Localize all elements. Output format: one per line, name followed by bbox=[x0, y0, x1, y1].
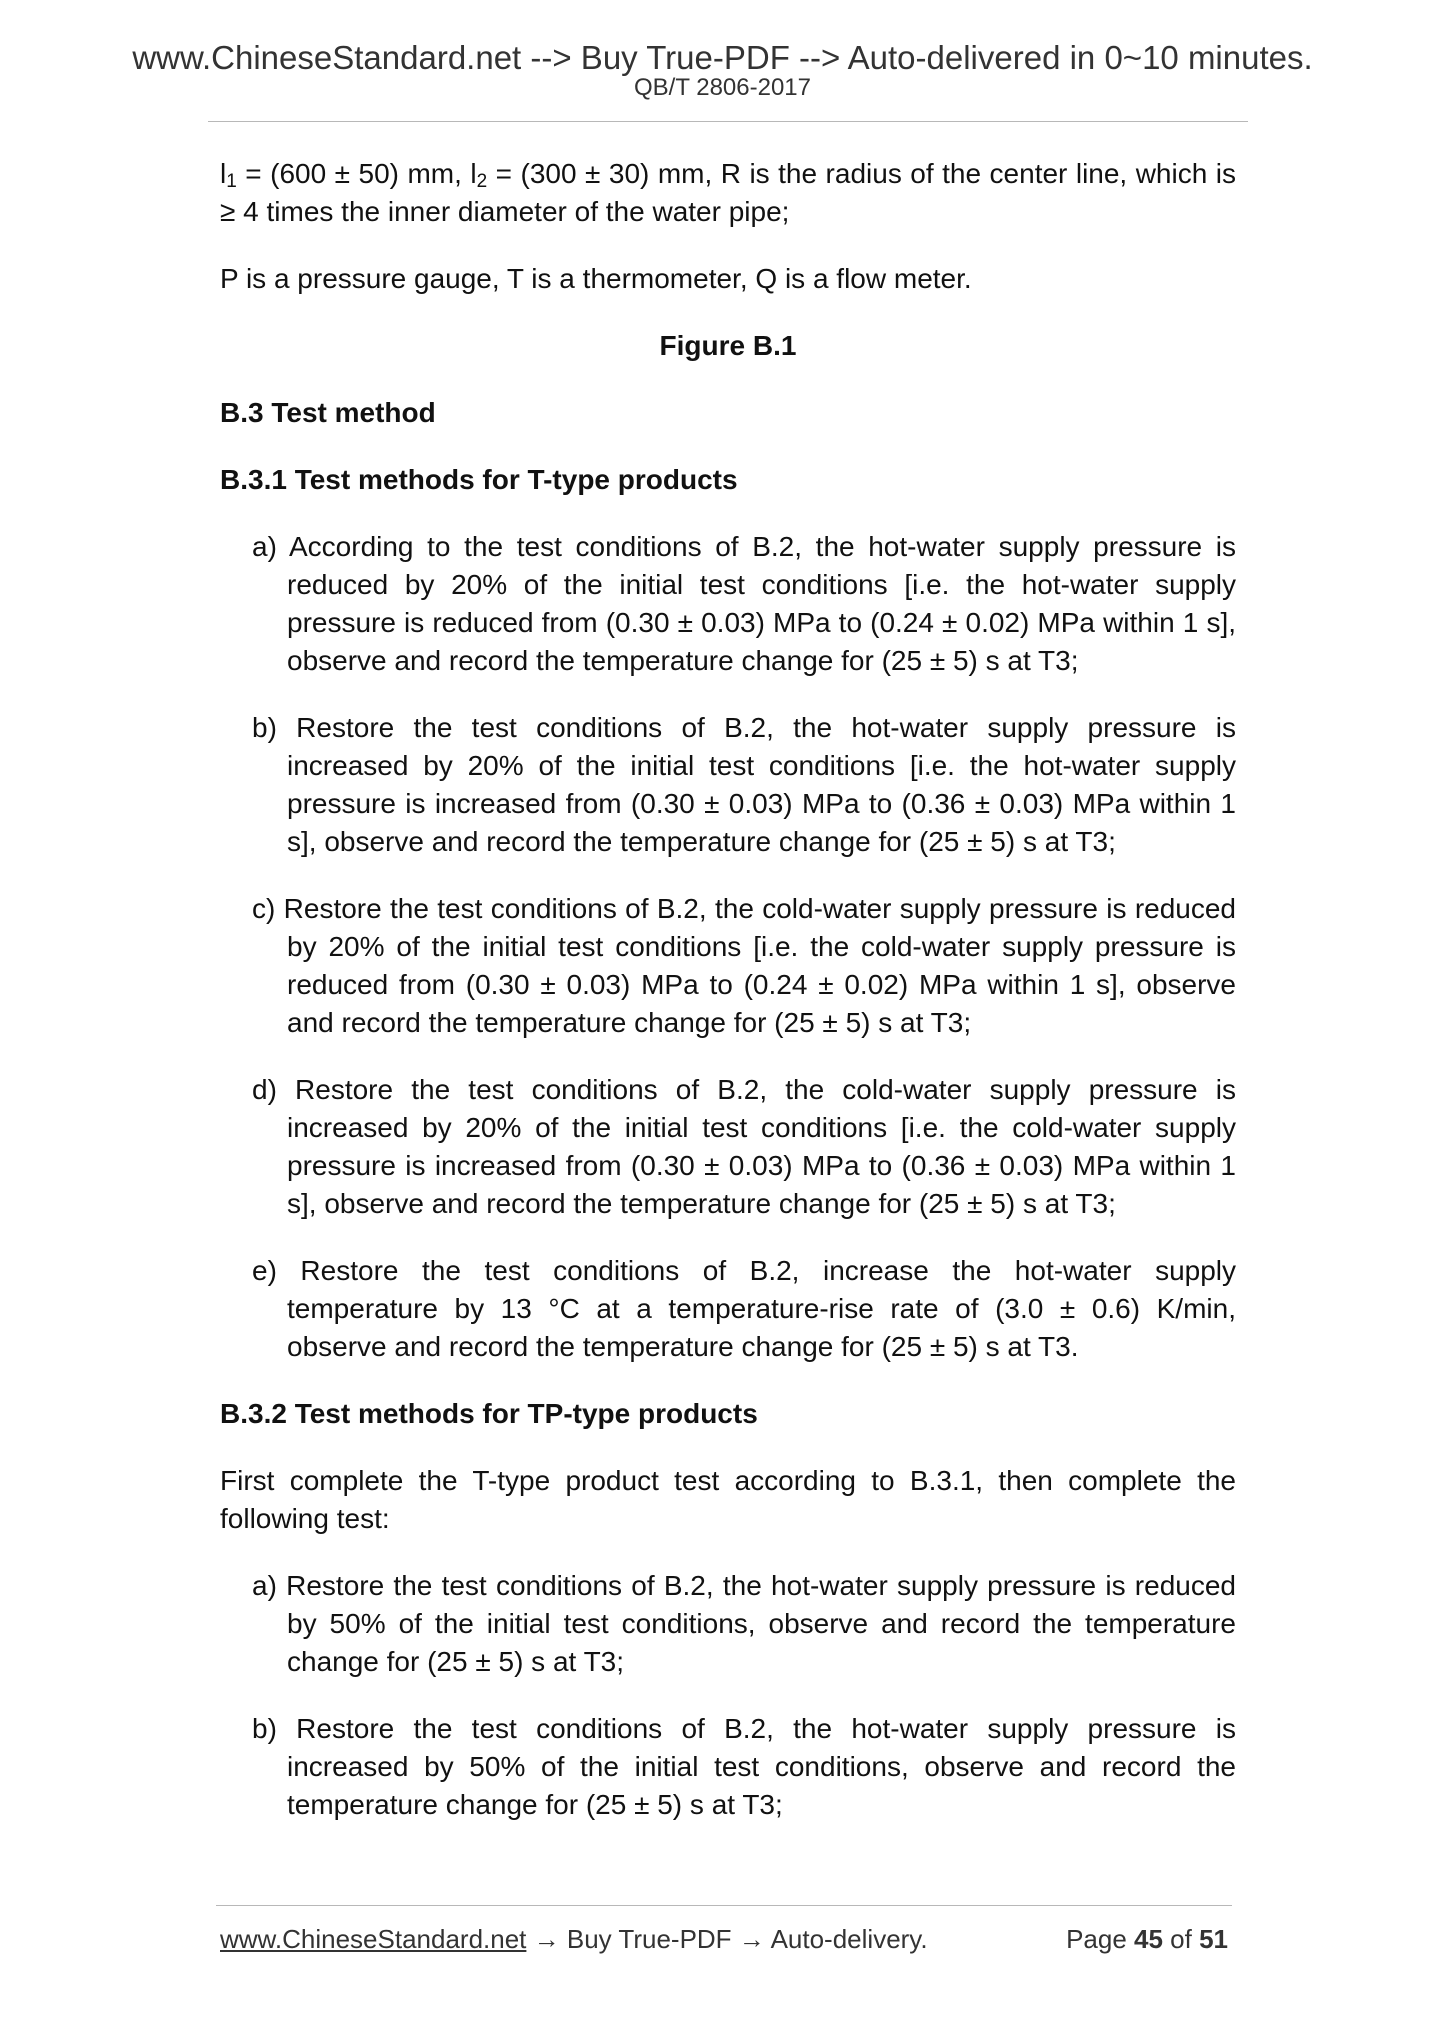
l2-symbol: l bbox=[470, 158, 477, 189]
page-number: 45 bbox=[1134, 1924, 1163, 1954]
list-item: e) Restore the test conditions of B.2, increase the hot-water supply temperature by 13 °C at a temperature-rise rate of (3.0 ± 0.6) K/min, observe and record the temperature change for (25 ± 5) s at T3. bbox=[252, 1255, 1236, 1362]
page-footer bbox=[220, 1922, 1236, 1956]
page-label: Page bbox=[1066, 1924, 1135, 1954]
section-heading-b3: B.3 Test method bbox=[220, 397, 436, 428]
b32-intro: First complete the T-type product test according to B.3.1, then complete the following test: bbox=[220, 1465, 1236, 1534]
l2-value: = (300 ± 30) mm, R is the radius of the center line, which is ≥ 4 times the inner diameter of the water pipe; bbox=[220, 158, 1236, 227]
header-divider bbox=[208, 121, 1248, 122]
page-content bbox=[220, 155, 1236, 1853]
document-number: QB/T 2806-2017 bbox=[633, 74, 811, 101]
instrument-legend: P is a pressure gauge, T is a thermometer, Q is a flow meter. bbox=[220, 263, 972, 294]
l1-value: = (600 ± 50) mm, bbox=[236, 158, 471, 189]
footer-tagline: → Buy True-PDF → Auto-delivery. bbox=[526, 1924, 928, 1954]
l1-symbol: l bbox=[220, 158, 227, 189]
l2-subscript: 2 bbox=[476, 171, 488, 192]
dimension-note bbox=[220, 155, 1236, 231]
list-item: a) Restore the test conditions of B.2, the hot-water supply pressure is reduced by 50% of the initial test conditions, observe and record the temperature change for (25 ± 5) s at T3; bbox=[252, 1570, 1236, 1677]
list-item: a) According to the test conditions of B.2, the hot-water supply pressure is reduced by 20% of the initial test conditions [i.e. the hot-water supply pressure is reduced from (0.30 ± 0.03) MPa to (0.24 ± 0.02) MPa within 1 s], observe and record the temperature change for (25 ± 5) s at T3; bbox=[252, 531, 1236, 676]
footer-site-link[interactable]: www.ChineseStandard.net bbox=[220, 1924, 527, 1954]
list-item: d) Restore the test conditions of B.2, the cold-water supply pressure is increased by 20% of the initial test conditions [i.e. the cold-water supply pressure is increased from (0.30 ± 0.03) MPa to (0.36 ± 0.03) MPa within 1 s], observe and record the temperature change for (25 ± 5) s at T3; bbox=[252, 1074, 1236, 1219]
figure-caption: Figure B.1 bbox=[659, 330, 797, 361]
l1-subscript: 1 bbox=[226, 171, 237, 192]
footer-divider bbox=[216, 1905, 1232, 1906]
page-indicator bbox=[1066, 1922, 1228, 1956]
list-item: b) Restore the test conditions of B.2, the hot-water supply pressure is increased by 50% of the initial test conditions, observe and record the temperature change for (25 ± 5) s at T3; bbox=[252, 1713, 1236, 1820]
site-banner: www.ChineseStandard.net --> Buy True-PDF --> Auto-delivered in 0~10 minutes. bbox=[132, 39, 1313, 76]
section-heading-b32: B.3.2 Test methods for TP-type products bbox=[220, 1398, 758, 1429]
list-item: c) Restore the test conditions of B.2, the cold-water supply pressure is reduced by 20% of the initial test conditions [i.e. the cold-water supply pressure is reduced from (0.30 ± 0.03) MPa to (0.24 ± 0.02) MPa within 1 s], observe and record the temperature change for (25 ± 5) s at T3; bbox=[252, 893, 1236, 1038]
page-total: 51 bbox=[1199, 1924, 1228, 1954]
list-item: b) Restore the test conditions of B.2, the hot-water supply pressure is increased by 20% of the initial test conditions [i.e. the hot-water supply pressure is increased from (0.30 ± 0.03) MPa to (0.36 ± 0.03) MPa within 1 s], observe and record the temperature change for (25 ± 5) s at T3; bbox=[252, 712, 1236, 857]
of-label: of bbox=[1162, 1924, 1200, 1954]
section-heading-b31: B.3.1 Test methods for T-type products bbox=[220, 464, 738, 495]
